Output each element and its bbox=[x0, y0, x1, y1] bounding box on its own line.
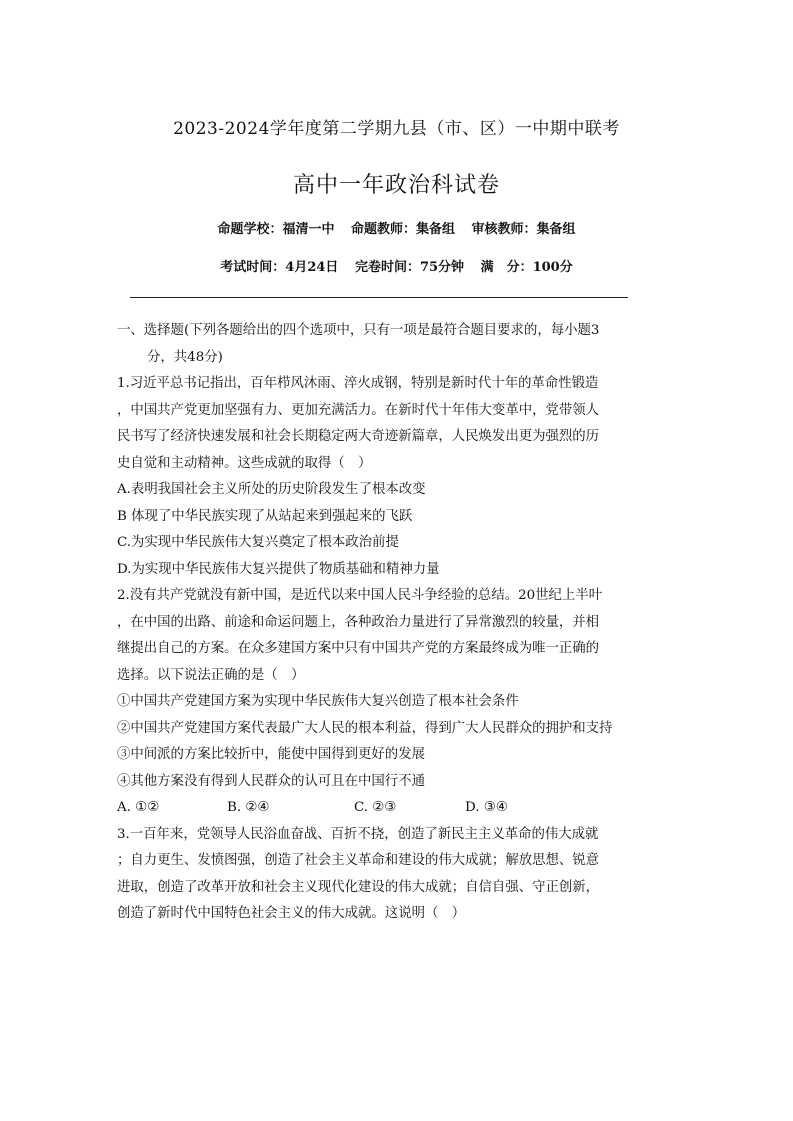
choice-c: C. ②③ bbox=[354, 800, 397, 815]
question-text: 继提出自己的方案。在众多建国方案中只有中国共产党的方案最终成为唯一正确的 bbox=[117, 641, 600, 656]
question-text: 史自觉和主动精神。这些成就的取得（ ） bbox=[117, 455, 372, 471]
setter-school: 命题学校：福清一中 bbox=[217, 222, 335, 237]
question-text: 创造了新时代中国特色社会主义的伟大成就。这说明（ ） bbox=[117, 906, 466, 921]
question-text: ，中国共产党更加坚强有力、更加充满活力。在新时代十年伟大变革中，党带领人 bbox=[117, 402, 600, 418]
question-text: ；自力更生、发愤图强，创造了社会主义革命和建设的伟大成就；解放思想、锐意 bbox=[117, 853, 600, 868]
question-text: 进取，创造了改革开放和社会主义现代化建设的伟大成就；自信自强、守正创新， bbox=[117, 879, 600, 895]
duration: 完卷时间：75分钟 bbox=[354, 260, 465, 275]
exam-info bbox=[0, 256, 793, 275]
statement-2: ②中国共产党建国方案代表最广大人民的根本利益，得到广大人民群众的拥护和支持 bbox=[117, 720, 613, 736]
paper-title: 高中一年政治科试卷 bbox=[292, 173, 500, 198]
option-c: C.为实现中华民族伟大复兴奠定了根本政治前提 bbox=[117, 535, 399, 550]
choice-d: D. ③④ bbox=[465, 800, 508, 815]
question-text: 民书写了经济快速发展和社会长期稳定两大奇迹新篇章，人民焕发出更为强烈的历 bbox=[117, 429, 600, 444]
question-3 bbox=[117, 822, 677, 928]
choice-b: B. ②④ bbox=[227, 800, 270, 815]
header-divider bbox=[130, 297, 628, 298]
setter-info bbox=[0, 218, 793, 237]
question-text: 3.一百年来，党领导人民浴血奋战、百折不挠，创造了新民主主义革命的伟大成就 bbox=[117, 826, 599, 842]
question-2 bbox=[117, 583, 677, 822]
exam-date: 考试时间：4月24日 bbox=[220, 260, 339, 275]
exam-title: 2023-2024学年度第二学期九县（市、区）一中期中联考 bbox=[173, 119, 620, 139]
section-heading-cont: 分，共48分) bbox=[147, 349, 223, 365]
exam-body bbox=[117, 318, 677, 928]
option-b: B 体现了中华民族实现了从站起来到强起来的飞跃 bbox=[117, 508, 413, 524]
option-d: D.为实现中华民族伟大复兴提供了物质基础和精神力量 bbox=[117, 561, 440, 577]
question-1 bbox=[117, 371, 677, 583]
choice-row bbox=[117, 795, 677, 822]
section-heading: 一、选择题(下列各题给出的四个选项中，只有一项是最符合题目要求的，每小题3 bbox=[117, 323, 600, 338]
statement-3: ③中间派的方案比较折中，能使中国得到更好的发展 bbox=[117, 747, 425, 762]
setter-teacher: 命题教师：集备组 bbox=[350, 222, 455, 237]
question-text: 1.习近平总书记指出，百年栉风沐雨、淬火成钢，特别是新时代十年的革命性锻造 bbox=[117, 376, 599, 391]
choice-a: A. ①② bbox=[117, 800, 160, 815]
reviewer: 审核教师：集备组 bbox=[471, 222, 576, 237]
option-a: A.表明我国社会主义所处的历史阶段发生了根本改变 bbox=[117, 482, 426, 497]
question-text: 选择。以下说法正确的是（ ） bbox=[117, 667, 305, 683]
statement-4: ④其他方案没有得到人民群众的认可且在中国行不通 bbox=[117, 773, 425, 789]
question-text: ，在中国的出路、前途和命运问题上，各种政治力量进行了异常激烈的较量，并相 bbox=[117, 614, 600, 630]
statement-1: ①中国共产党建国方案为实现中华民族伟大复兴创造了根本社会条件 bbox=[117, 694, 519, 709]
question-text: 2.没有共产党就没有新中国，是近代以来中国人民斗争经验的总结。20世纪上半叶 bbox=[117, 588, 603, 603]
full-marks: 满 分：100分 bbox=[480, 260, 573, 275]
